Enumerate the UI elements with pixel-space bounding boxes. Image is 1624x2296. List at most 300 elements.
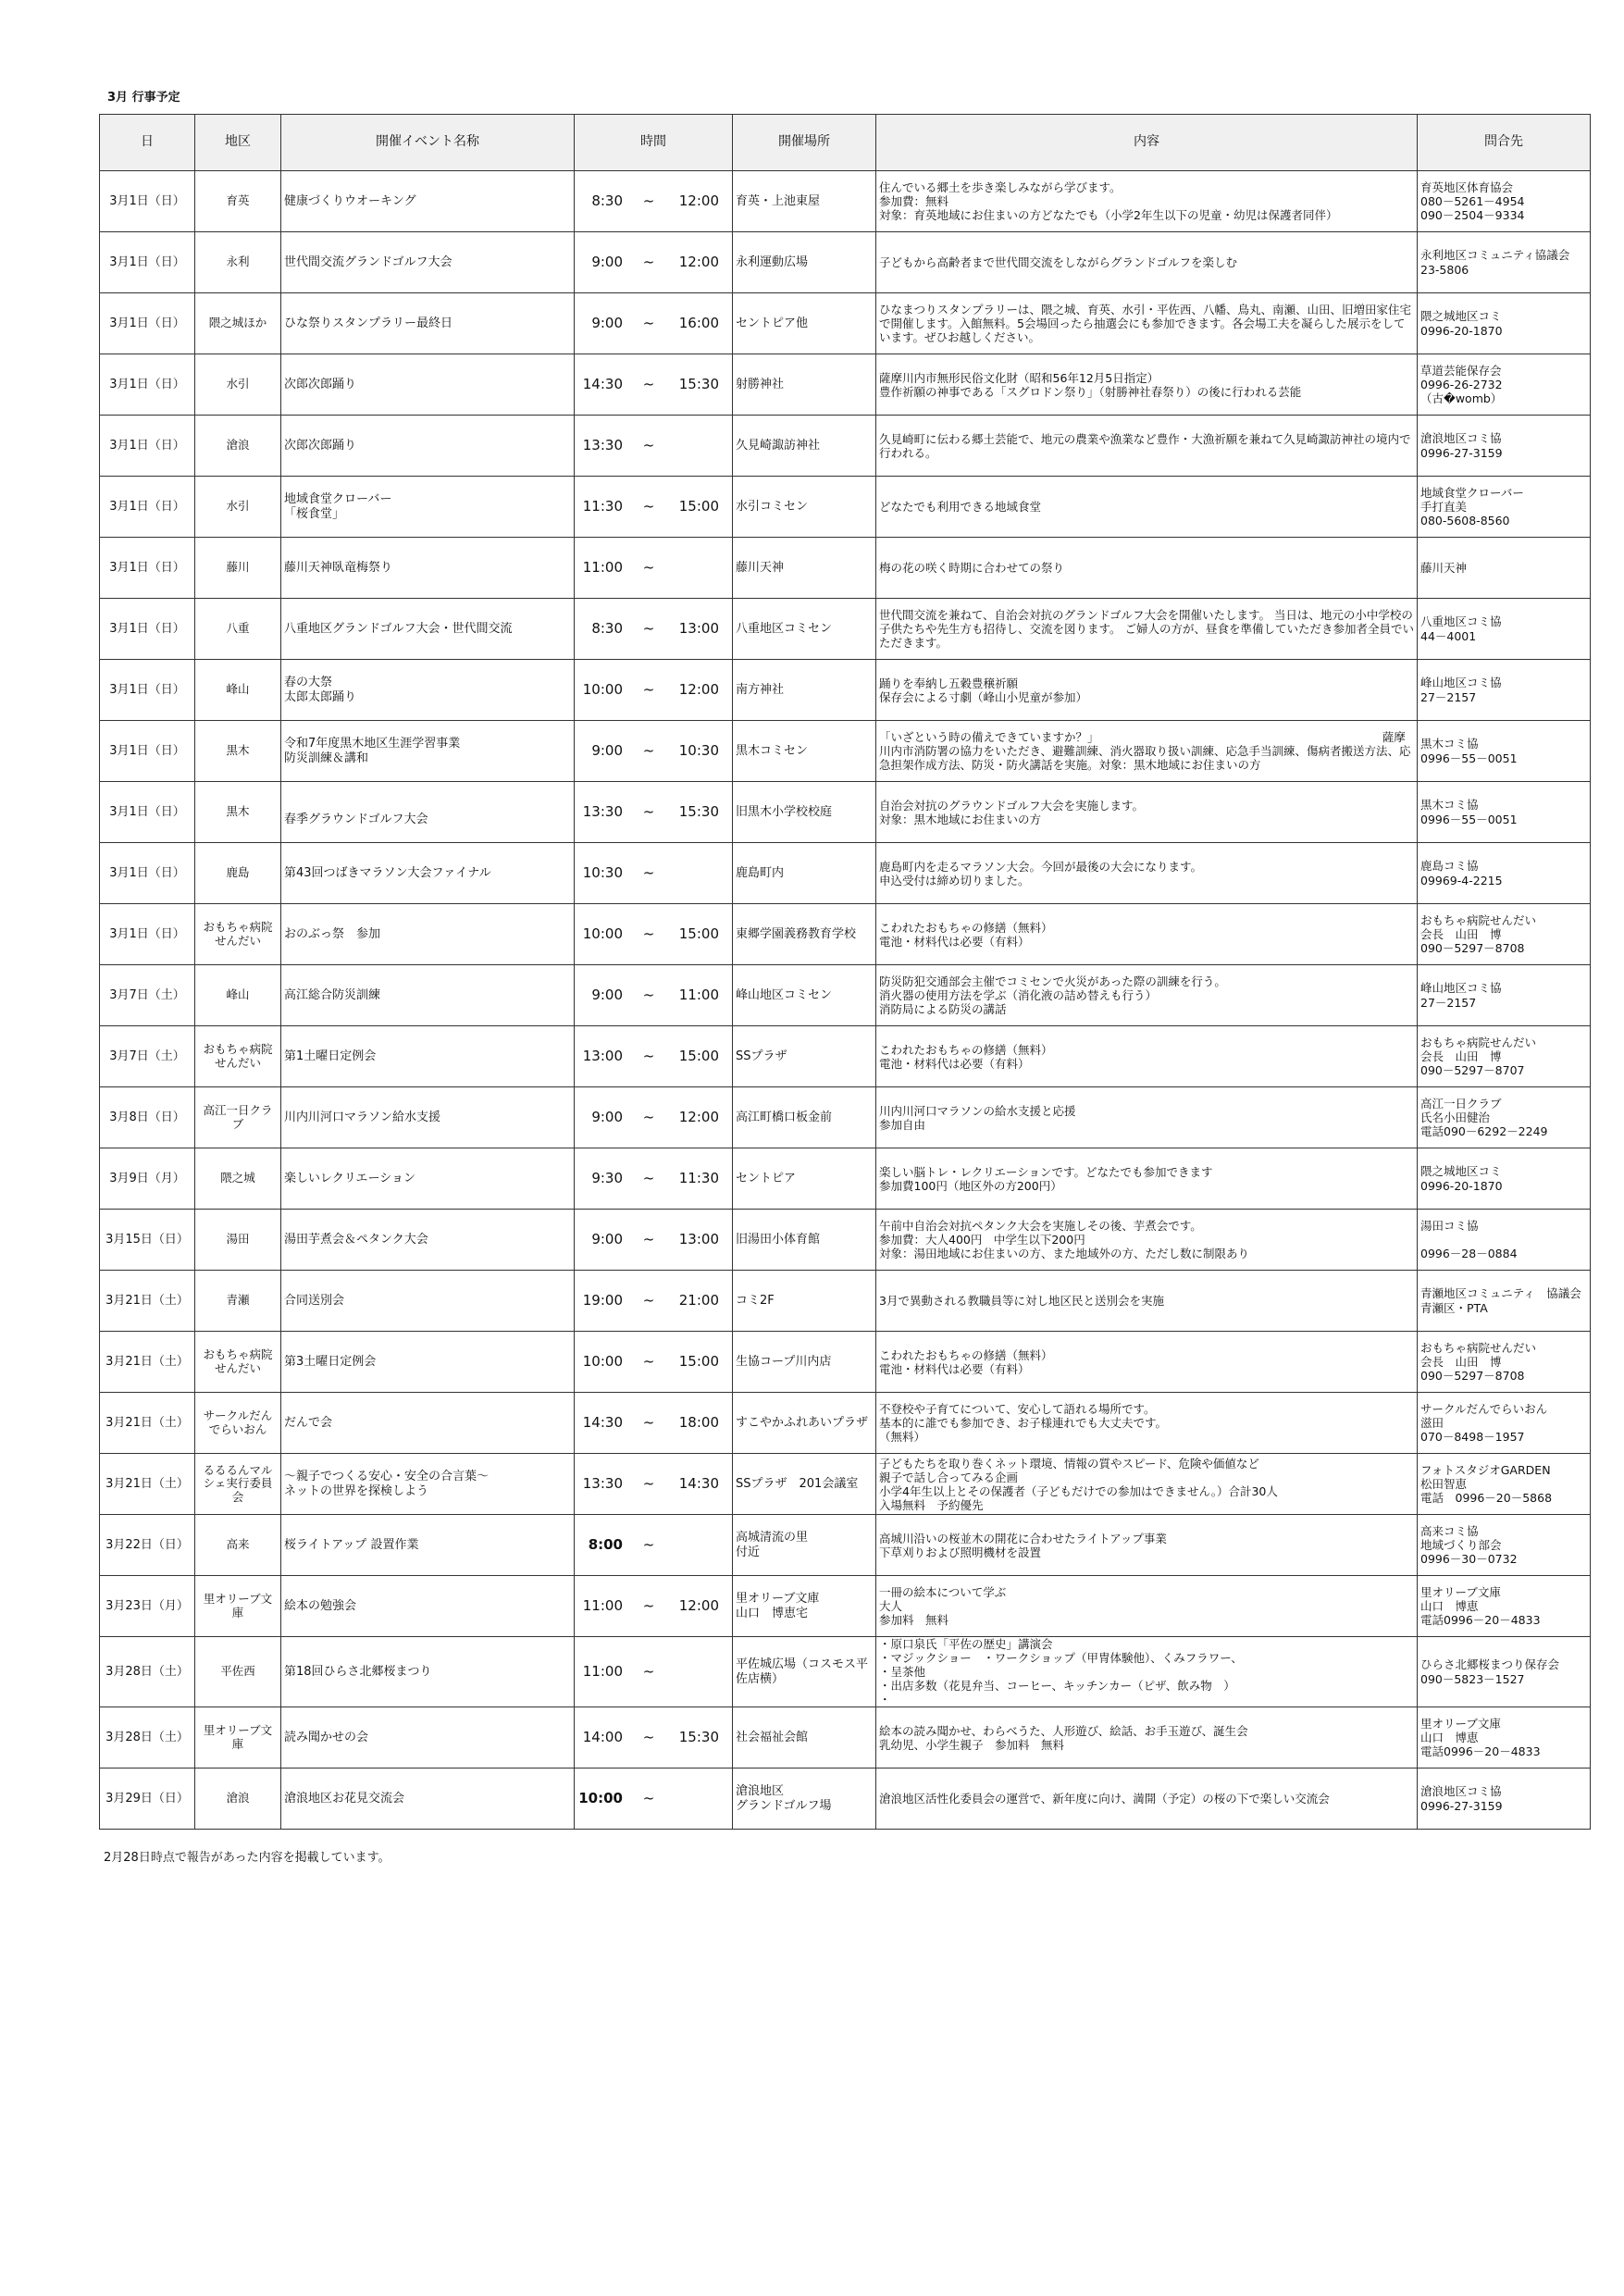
event-date: 3月21日（土）: [100, 1393, 195, 1454]
end-time: 12:00: [678, 254, 719, 271]
event-content: こわれたおもちゃの修繕（無料） 電池・材料代は必要（有料）: [876, 1026, 1418, 1087]
event-area: 永利: [195, 232, 281, 293]
event-name: 高江総合防災訓練: [281, 965, 575, 1026]
event-area: 鹿島: [195, 843, 281, 904]
event-name: 世代間交流グランドゴルフ大会: [281, 232, 575, 293]
event-date: 3月1日（日）: [100, 660, 195, 721]
start-time: 14:00: [582, 1729, 623, 1746]
event-time: [575, 1148, 733, 1210]
event-time: [575, 171, 733, 232]
event-content: 梅の花の咲く時期に合わせての祭り: [876, 538, 1418, 599]
event-date: 3月7日（土）: [100, 1026, 195, 1087]
time-separator: ~: [642, 437, 655, 454]
header-content: 内容: [876, 115, 1418, 171]
end-time: 15:30: [678, 1729, 719, 1746]
event-date: 3月1日（日）: [100, 843, 195, 904]
event-area: 隈之城: [195, 1148, 281, 1210]
event-content: 久見崎町に伝わる郷土芸能で、地元の農業や漁業など豊作・大漁祈願を兼ねて久見崎諏訪神社の境内で行われる。: [876, 416, 1418, 477]
event-area: 青瀬: [195, 1271, 281, 1332]
event-contact: 里オリーブ文庫 山口 博恵 電話0996－20－4833: [1418, 1576, 1591, 1637]
event-contact: 高江一日クラブ 氏名小田健治 電話090－6292－2249: [1418, 1087, 1591, 1148]
event-time: [575, 538, 733, 599]
event-area: 育英: [195, 171, 281, 232]
event-time: [575, 1454, 733, 1515]
time-separator: ~: [642, 864, 655, 882]
event-time: [575, 354, 733, 416]
event-venue: 射勝神社: [733, 354, 876, 416]
event-contact: 隈之城地区コミ 0996-20-1870: [1418, 293, 1591, 354]
event-contact: 峰山地区コミ協 27－2157: [1418, 965, 1591, 1026]
start-time: 9:00: [591, 742, 623, 760]
time-separator: ~: [642, 681, 655, 699]
event-area: 滄浪: [195, 1769, 281, 1830]
time-separator: ~: [642, 1231, 655, 1248]
event-name: だんで会: [281, 1393, 575, 1454]
end-time: 13:00: [678, 620, 719, 638]
header-venue: 開催場所: [733, 115, 876, 171]
table-row: [100, 1393, 1591, 1454]
start-time: 13:30: [582, 1475, 623, 1493]
header-event: 開催イベント名称: [281, 115, 575, 171]
time-separator: ~: [642, 192, 655, 210]
event-content: 3月で異動される教職員等に対し地区民と送別会を実施: [876, 1271, 1418, 1332]
event-venue: 育英・上池東屋: [733, 171, 876, 232]
event-date: 3月28日（土）: [100, 1707, 195, 1769]
start-time: 11:00: [582, 559, 623, 577]
table-row: [100, 843, 1591, 904]
event-contact: フォトスタジオGARDEN 松田智恵 電話 0996－20－5868: [1418, 1454, 1591, 1515]
event-contact: 黒木コミ協 0996－55－0051: [1418, 721, 1591, 782]
event-contact: 永利地区コミュニティ協議会 23-5806: [1418, 232, 1591, 293]
event-area: サークルだん でらいおん: [195, 1393, 281, 1454]
table-row: [100, 1210, 1591, 1271]
start-time: 8:00: [588, 1536, 623, 1554]
event-venue: 鹿島町内: [733, 843, 876, 904]
end-time: 13:00: [678, 1231, 719, 1248]
event-name: 楽しいレクリエーション: [281, 1148, 575, 1210]
event-area: おもちゃ病院 せんだい: [195, 1332, 281, 1393]
event-name: 八重地区グランドゴルフ大会・世代間交流: [281, 599, 575, 660]
time-separator: ~: [642, 1597, 655, 1615]
event-content: 滄浪地区活性化委員会の運営で、新年度に向け、満開（予定）の桜の下で楽しい交流会: [876, 1769, 1418, 1830]
event-content: 「いざという時の備えできていますか？」 薩摩川内市消防署の協力をいただき、避難訓練、消火器取り扱い訓練、応急手当訓練、傷病者搬送方法、応急担架作成方法、防災・防火講話を実施。対象：黒木地域にお住まいの方: [876, 721, 1418, 782]
event-area: 高来: [195, 1515, 281, 1576]
event-venue: 平佐城広場（コスモス平佐店横）: [733, 1637, 876, 1707]
event-content: 一冊の絵本について学ぶ 大人 参加料 無料: [876, 1576, 1418, 1637]
event-area: 高江一日クラブ: [195, 1087, 281, 1148]
end-time: 12:00: [678, 681, 719, 699]
time-separator: ~: [642, 1790, 655, 1807]
event-date: 3月8日（日）: [100, 1087, 195, 1148]
start-time: 10:00: [582, 1353, 623, 1371]
event-area: 水引: [195, 477, 281, 538]
time-separator: ~: [642, 1729, 655, 1746]
start-time: 9:00: [591, 254, 623, 271]
start-time: 19:00: [582, 1292, 623, 1309]
event-contact: 峰山地区コミ協 27－2157: [1418, 660, 1591, 721]
event-content: ・原口泉氏「平佐の歴史」講演会 ・マジックショー ・ワークショップ（甲冑体験他）、くみフラワー、 ・呈茶他 ・出店多数（花見弁当、コーヒー、キッチンカー（ピザ、飲み物 ） ・: [876, 1637, 1418, 1707]
event-date: 3月1日（日）: [100, 782, 195, 843]
time-separator: ~: [642, 1663, 655, 1681]
event-contact: 滄浪地区コミ協 0996-27-3159: [1418, 416, 1591, 477]
event-area: 滄浪: [195, 416, 281, 477]
event-contact: 青瀬地区コミュニティ 協議会 青瀬区・PTA: [1418, 1271, 1591, 1332]
event-venue: 旧湯田小体育館: [733, 1210, 876, 1271]
event-contact: 黒木コミ協 0996－55－0051: [1418, 782, 1591, 843]
event-time: [575, 1515, 733, 1576]
event-name: 湯田芋煮会＆ペタンク大会: [281, 1210, 575, 1271]
time-separator: ~: [642, 1170, 655, 1187]
event-venue: 南方神社: [733, 660, 876, 721]
table-row: [100, 965, 1591, 1026]
event-content: 不登校や子育てについて、安心して語れる場所です。 基本的に誰でも参加でき、お子様連れでも大丈夫です。 （無料）: [876, 1393, 1418, 1454]
table-row: [100, 1454, 1591, 1515]
event-time: [575, 477, 733, 538]
event-date: 3月1日（日）: [100, 293, 195, 354]
end-time: 18:00: [678, 1414, 719, 1432]
end-time: 16:00: [678, 315, 719, 332]
event-name: 川内川河口マラソン給水支援: [281, 1087, 575, 1148]
start-time: 9:00: [591, 987, 623, 1004]
event-area: おもちゃ病院 せんだい: [195, 1026, 281, 1087]
event-name: 令和7年度黒木地区生涯学習事業 防災訓練＆講和: [281, 721, 575, 782]
event-venue: 高城清流の里 付近: [733, 1515, 876, 1576]
time-separator: ~: [642, 1536, 655, 1554]
event-time: [575, 1393, 733, 1454]
event-content: 薩摩川内市無形民俗文化財（昭和56年12月5日指定） 豊作祈願の神事である「スグロドン祭り」（射勝神社春祭り）の後に行われる芸能: [876, 354, 1418, 416]
event-contact: サークルだんでらいおん 滋田 070－8498－1957: [1418, 1393, 1591, 1454]
event-schedule-table: [99, 114, 1591, 1830]
event-area: 峰山: [195, 660, 281, 721]
event-date: 3月1日（日）: [100, 721, 195, 782]
end-time: 15:00: [678, 1048, 719, 1065]
table-row: [100, 904, 1591, 965]
header-area: 地区: [195, 115, 281, 171]
event-date: 3月29日（日）: [100, 1769, 195, 1830]
end-time: 12:00: [678, 1109, 719, 1126]
event-content: こわれたおもちゃの修繕（無料） 電池・材料代は必要（有料）: [876, 1332, 1418, 1393]
event-content: 踊りを奉納し五穀豊穣祈願 保存会による寸劇（峰山小児童が参加）: [876, 660, 1418, 721]
event-content: 自治会対抗のグラウンドゴルフ大会を実施します。 対象：黒木地域にお住まいの方: [876, 782, 1418, 843]
event-date: 3月21日（土）: [100, 1332, 195, 1393]
event-date: 3月1日（日）: [100, 477, 195, 538]
start-time: 11:00: [582, 1663, 623, 1681]
event-date: 3月1日（日）: [100, 538, 195, 599]
event-area: 湯田: [195, 1210, 281, 1271]
time-separator: ~: [642, 987, 655, 1004]
event-content: 子どもから高齢者まで世代間交流をしながらグランドゴルフを楽しむ: [876, 232, 1418, 293]
event-name: 次郎次郎踊り: [281, 416, 575, 477]
event-content: 鹿島町内を走るマラソン大会。今回が最後の大会になります。 申込受付は締め切りました。: [876, 843, 1418, 904]
event-date: 3月23日（月）: [100, 1576, 195, 1637]
end-time: 15:30: [678, 803, 719, 821]
event-name: 次郎次郎踊り: [281, 354, 575, 416]
table-row: [100, 1515, 1591, 1576]
event-contact: 草道芸能保存会 0996-26-2732 （古�womb）: [1418, 354, 1591, 416]
event-venue: コミ2F: [733, 1271, 876, 1332]
event-time: [575, 599, 733, 660]
time-separator: ~: [642, 620, 655, 638]
event-contact: 八重地区コミ協 44－4001: [1418, 599, 1591, 660]
event-content: こわれたおもちゃの修繕（無料） 電池・材料代は必要（有料）: [876, 904, 1418, 965]
table-row: [100, 721, 1591, 782]
event-date: 3月1日（日）: [100, 904, 195, 965]
event-name: 合同送別会: [281, 1271, 575, 1332]
event-venue: 旧黒木小学校校庭: [733, 782, 876, 843]
start-time: 11:30: [582, 498, 623, 515]
event-venue: SSプラザ 201会議室: [733, 1454, 876, 1515]
time-separator: ~: [642, 498, 655, 515]
event-time: [575, 660, 733, 721]
event-name: 第3土曜日定例会: [281, 1332, 575, 1393]
event-venue: 生協コープ川内店: [733, 1332, 876, 1393]
event-venue: 水引コミセン: [733, 477, 876, 538]
event-venue: 里オリーブ文庫 山口 博恵宅: [733, 1576, 876, 1637]
event-time: [575, 1026, 733, 1087]
event-date: 3月21日（土）: [100, 1454, 195, 1515]
start-time: 13:30: [582, 437, 623, 454]
event-name: 第18回ひらさ北郷桜まつり: [281, 1637, 575, 1707]
start-time: 10:00: [582, 925, 623, 943]
event-date: 3月1日（日）: [100, 354, 195, 416]
table-row: [100, 477, 1591, 538]
event-venue: セントピア他: [733, 293, 876, 354]
table-row: [100, 1707, 1591, 1769]
event-content: 午前中自治会対抗ペタンク大会を実施しその後、芋煮会です。 参加費：大人400円 中学生以下200円 対象：湯田地域にお住まいの方、また地域外の方、ただし数に制限あり: [876, 1210, 1418, 1271]
start-time: 10:00: [578, 1790, 623, 1807]
footer-note: 2月28日時点で報告があった内容を掲載しています。: [104, 1851, 391, 1865]
event-time: [575, 1769, 733, 1830]
event-content: 川内川河口マラソンの給水支援と応援 参加自由: [876, 1087, 1418, 1148]
event-venue: SSプラザ: [733, 1026, 876, 1087]
event-venue: 八重地区コミセン: [733, 599, 876, 660]
event-venue: 高江町橋口板金前: [733, 1087, 876, 1148]
end-time: 11:30: [678, 1170, 719, 1187]
event-time: [575, 1332, 733, 1393]
event-venue: 永利運動広場: [733, 232, 876, 293]
end-time: 15:00: [678, 925, 719, 943]
event-contact: 高来コミ協 地域づくり部会 0996－30－0732: [1418, 1515, 1591, 1576]
start-time: 13:30: [582, 803, 623, 821]
event-date: 3月21日（土）: [100, 1271, 195, 1332]
event-contact: 滄浪地区コミ協 0996-27-3159: [1418, 1769, 1591, 1830]
event-date: 3月7日（土）: [100, 965, 195, 1026]
event-name: 第43回つばきマラソン大会ファイナル: [281, 843, 575, 904]
event-time: [575, 1637, 733, 1707]
table-row: [100, 232, 1591, 293]
event-time: [575, 843, 733, 904]
event-date: 3月1日（日）: [100, 416, 195, 477]
time-separator: ~: [642, 1414, 655, 1432]
event-date: 3月15日（日）: [100, 1210, 195, 1271]
event-name: 桜ライトアップ 設置作業: [281, 1515, 575, 1576]
time-separator: ~: [642, 1048, 655, 1065]
event-area: 里オリーブ文 庫: [195, 1707, 281, 1769]
event-contact: おもちゃ病院せんだい 会長 山田 博 090－5297－8708: [1418, 1332, 1591, 1393]
event-content: ひなまつりスタンプラリーは、隈之城、育英、水引・平佐西、八幡、鳥丸、南瀬、山田、旧増田家住宅で開催します。入館無料。5会場回ったら抽選会にも参加できます。各会場工夫を凝らした展示をしています。ぜひお越しください。: [876, 293, 1418, 354]
event-time: [575, 1576, 733, 1637]
event-contact: 地域食堂クローバー 手打直美 080-5608-8560: [1418, 477, 1591, 538]
time-separator: ~: [642, 559, 655, 577]
start-time: 9:00: [591, 1109, 623, 1126]
event-content: 高城川沿いの桜並木の開花に合わせたライトアップ事業 下草刈りおよび照明機材を設置: [876, 1515, 1418, 1576]
start-time: 8:30: [591, 620, 623, 638]
table-row: [100, 171, 1591, 232]
table-row: [100, 1271, 1591, 1332]
event-area: 平佐西: [195, 1637, 281, 1707]
event-name: 絵本の勉強会: [281, 1576, 575, 1637]
start-time: 13:00: [582, 1048, 623, 1065]
end-time: 11:00: [678, 987, 719, 1004]
event-area: 藤川: [195, 538, 281, 599]
event-area: 里オリーブ文 庫: [195, 1576, 281, 1637]
event-date: 3月1日（日）: [100, 232, 195, 293]
event-venue: すこやかふれあいプラザ: [733, 1393, 876, 1454]
start-time: 9:00: [591, 315, 623, 332]
event-time: [575, 416, 733, 477]
event-time: [575, 1271, 733, 1332]
event-date: 3月1日（日）: [100, 171, 195, 232]
event-name: ～親子でつくる安心・安全の合言葉～ ネットの世界を探検しよう: [281, 1454, 575, 1515]
start-time: 14:30: [582, 376, 623, 393]
event-area: 峰山: [195, 965, 281, 1026]
event-venue: 藤川天神: [733, 538, 876, 599]
event-area: 黒木: [195, 721, 281, 782]
event-contact: 育英地区体育協会 080－5261－4954 090－2504－9334: [1418, 171, 1591, 232]
event-date: 3月1日（日）: [100, 599, 195, 660]
time-separator: ~: [642, 254, 655, 271]
event-contact: 鹿島コミ協 09969-4-2215: [1418, 843, 1591, 904]
time-separator: ~: [642, 1292, 655, 1309]
table-row: [100, 1026, 1591, 1087]
start-time: 14:30: [582, 1414, 623, 1432]
event-content: 楽しい脳トレ・レクリエーションです。どなたでも参加できます 参加費100円（地区外の方200円）: [876, 1148, 1418, 1210]
table-row: [100, 782, 1591, 843]
event-contact: 藤川天神: [1418, 538, 1591, 599]
end-time: 12:00: [678, 192, 719, 210]
table-row: [100, 416, 1591, 477]
event-area: 隈之城ほか: [195, 293, 281, 354]
start-time: 11:00: [582, 1597, 623, 1615]
event-name: 滄浪地区お花見交流会: [281, 1769, 575, 1830]
event-venue: セントピア: [733, 1148, 876, 1210]
event-date: 3月9日（月）: [100, 1148, 195, 1210]
event-name: 健康づくりウオーキング: [281, 171, 575, 232]
event-area: るるるんマル シェ実行委員 会: [195, 1454, 281, 1515]
end-time: 21:00: [678, 1292, 719, 1309]
event-area: 黒木: [195, 782, 281, 843]
end-time: 15:00: [678, 498, 719, 515]
table-row: [100, 1576, 1591, 1637]
event-name: おのぶっ祭 参加: [281, 904, 575, 965]
event-contact: おもちゃ病院せんだい 会長 山田 博 090－5297－8707: [1418, 1026, 1591, 1087]
event-venue: 滄浪地区 グランドゴルフ場: [733, 1769, 876, 1830]
event-name: ひな祭りスタンプラリー最終日: [281, 293, 575, 354]
event-content: 世代間交流を兼ねて、自治会対抗のグランドゴルフ大会を開催いたします。 当日は、地元の小中学校の子供たちや先生方も招待し、交流を図ります。 ご婦人の方が、昼食を準備していただき参加者全員でいただきます。: [876, 599, 1418, 660]
event-venue: 黒木コミセン: [733, 721, 876, 782]
event-time: [575, 1210, 733, 1271]
event-contact: 里オリーブ文庫 山口 博恵 電話0996－20－4833: [1418, 1707, 1591, 1769]
event-date: 3月22日（日）: [100, 1515, 195, 1576]
start-time: 9:30: [591, 1170, 623, 1187]
event-contact: 隈之城地区コミ 0996-20-1870: [1418, 1148, 1591, 1210]
header-date: 日: [100, 115, 195, 171]
event-contact: ひらさ北郷桜まつり保存会 090－5823－1527: [1418, 1637, 1591, 1707]
event-time: [575, 904, 733, 965]
table-row: [100, 660, 1591, 721]
event-time: [575, 721, 733, 782]
event-time: [575, 232, 733, 293]
table-header-row: [100, 115, 1591, 171]
end-time: 10:30: [678, 742, 719, 760]
table-row: [100, 1332, 1591, 1393]
event-name: 読み聞かせの会: [281, 1707, 575, 1769]
event-venue: 峰山地区コミセン: [733, 965, 876, 1026]
event-name: 春の大祭 太郎太郎踊り: [281, 660, 575, 721]
event-time: [575, 965, 733, 1026]
time-separator: ~: [642, 1109, 655, 1126]
event-time: [575, 293, 733, 354]
end-time: 12:00: [678, 1597, 719, 1615]
start-time: 10:30: [582, 864, 623, 882]
event-venue: 社会福祉会館: [733, 1707, 876, 1769]
table-row: [100, 354, 1591, 416]
start-time: 8:30: [591, 192, 623, 210]
time-separator: ~: [642, 376, 655, 393]
start-time: 9:00: [591, 1231, 623, 1248]
page-title: 3月 行事予定: [107, 91, 180, 105]
event-name: 藤川天神臥竜梅祭り: [281, 538, 575, 599]
event-content: 子どもたちを取り巻くネット環境、情報の質やスピード、危険や価値など 親子で話し合ってみる企画 小学4年生以上とその保護者（子どもだけでの参加はできません。）合計30人 入場無料 予約優先: [876, 1454, 1418, 1515]
time-separator: ~: [642, 1475, 655, 1493]
event-time: [575, 1707, 733, 1769]
header-contact: 問合先: [1418, 115, 1591, 171]
table-row: [100, 1637, 1591, 1707]
event-date: 3月28日（土）: [100, 1637, 195, 1707]
event-area: 八重: [195, 599, 281, 660]
table-row: [100, 1087, 1591, 1148]
table-row: [100, 1148, 1591, 1210]
header-time: 時間: [575, 115, 733, 171]
event-time: [575, 1087, 733, 1148]
event-venue: 東郷学園義務教育学校: [733, 904, 876, 965]
event-area: 水引: [195, 354, 281, 416]
end-time: 15:00: [678, 1353, 719, 1371]
end-time: 14:30: [678, 1475, 719, 1493]
event-content: 住んでいる郷土を歩き楽しみながら学びます。 参加費：無料 対象：育英地域にお住まいの方どなたでも（小学2年生以下の児童・幼児は保護者同伴）: [876, 171, 1418, 232]
table-row: [100, 538, 1591, 599]
table-row: [100, 599, 1591, 660]
time-separator: ~: [642, 803, 655, 821]
event-name: 地域食堂クローバー 「桜食堂」: [281, 477, 575, 538]
time-separator: ~: [642, 742, 655, 760]
event-area: おもちゃ病院 せんだい: [195, 904, 281, 965]
time-separator: ~: [642, 1353, 655, 1371]
table-row: [100, 293, 1591, 354]
event-venue: 久見崎諏訪神社: [733, 416, 876, 477]
time-separator: ~: [642, 315, 655, 332]
event-content: 絵本の読み聞かせ、わらべうた、人形遊び、絵話、お手玉遊び、誕生会 乳幼児、小学生親子 参加料 無料: [876, 1707, 1418, 1769]
event-name: 春季グラウンドゴルフ大会: [281, 782, 575, 843]
event-time: [575, 782, 733, 843]
event-content: どなたでも利用できる地域食堂: [876, 477, 1418, 538]
event-name: 第1土曜日定例会: [281, 1026, 575, 1087]
table-row: [100, 1769, 1591, 1830]
time-separator: ~: [642, 925, 655, 943]
end-time: 15:30: [678, 376, 719, 393]
event-content: 防災防犯交通部会主催でコミセンで火災があった際の訓練を行う。 消火器の使用方法を学ぶ（消化液の詰め替えも行う） 消防局による防災の講話: [876, 965, 1418, 1026]
start-time: 10:00: [582, 681, 623, 699]
